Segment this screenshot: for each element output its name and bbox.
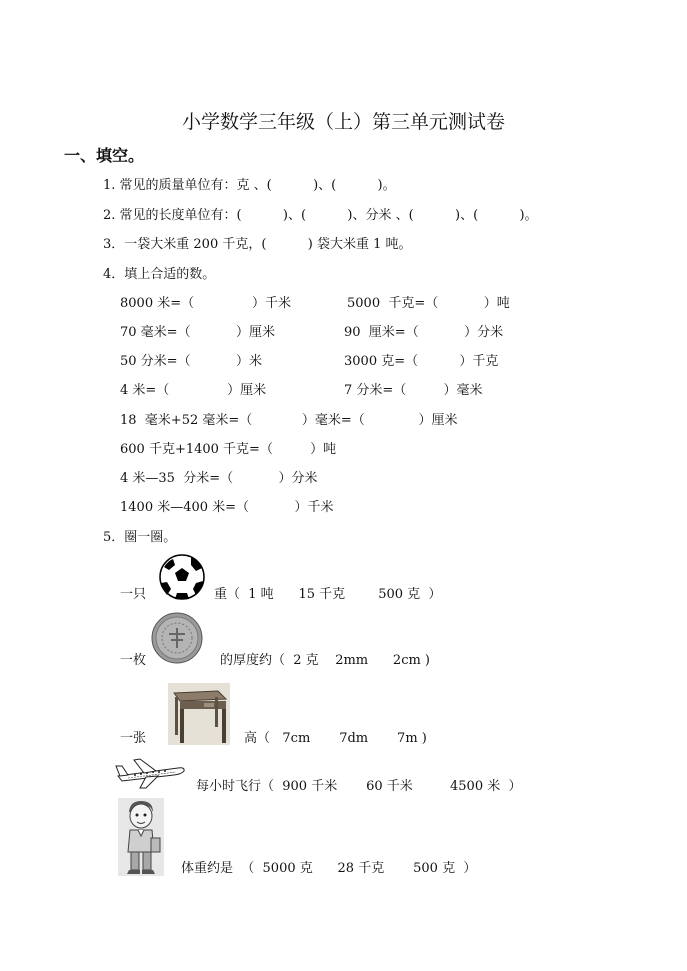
circle-item-prefix: 一只 — [120, 587, 147, 602]
conversion-item: 50 分米=（ ）米 — [120, 354, 263, 369]
question-3: 3．一袋大米重 200 千克，( ) 袋大米重 1 吨。 — [103, 237, 412, 252]
circle-item-options: 的厚度约（ 2 克 2mm 2cm ) — [220, 653, 430, 668]
airplane-icon — [114, 756, 186, 790]
conversion-item: 4 米—35 分米=（ ）分米 — [120, 471, 318, 486]
page-title: 小学数学三年级（上）第三单元测试卷 — [181, 111, 505, 133]
table-icon — [168, 683, 230, 745]
child-figure-icon — [118, 798, 164, 876]
circle-item-options: 体重约是 （ 5000 克 28 千克 500 克 ） — [181, 861, 477, 876]
section-heading-fill-blank: 一、填空。 — [64, 146, 145, 165]
conversion-item: 5000 千克=（ ）吨 — [347, 296, 510, 311]
conversion-item: 3000 克=（ ）千克 — [344, 354, 499, 369]
conversion-item: 4 米=（ ）厘米 — [120, 383, 267, 398]
conversion-item: 90 厘米=（ ）分米 — [344, 325, 504, 340]
conversion-item: 1400 米—400 米=（ ）千米 — [120, 500, 334, 515]
question-2: 2. 常见的长度单位有：( )、( )、分米 、( )、( )。 — [103, 208, 538, 223]
conversion-item: 70 毫米=（ ）厘米 — [120, 325, 276, 340]
question-1: 1. 常见的质量单位有：克 、( )、( )。 — [103, 178, 396, 193]
question-5: 5．圈一圈。 — [103, 530, 177, 545]
conversion-item: 8000 米=（ ）千米 — [120, 296, 291, 311]
coin-icon — [151, 612, 203, 664]
conversion-item: 7 分米=（ ）毫米 — [344, 383, 483, 398]
circle-item-options: 每小时飞行（ 900 千米 60 千米 4500 米 ） — [196, 779, 522, 794]
conversion-item: 600 千克+1400 千克=（ ）吨 — [120, 442, 337, 457]
question-4: 4．填上合适的数。 — [103, 267, 216, 282]
circle-item-prefix: 一枚 — [120, 653, 147, 668]
circle-item-options: 重（ 1 吨 15 千克 500 克 ） — [214, 587, 442, 602]
circle-item-options: 高（ 7cm 7dm 7m ) — [244, 731, 427, 746]
conversion-item: 18 毫米+52 毫米=（ ）毫米=（ ）厘米 — [120, 413, 458, 428]
soccer-ball-icon — [158, 553, 206, 601]
circle-item-prefix: 一张 — [120, 731, 147, 746]
